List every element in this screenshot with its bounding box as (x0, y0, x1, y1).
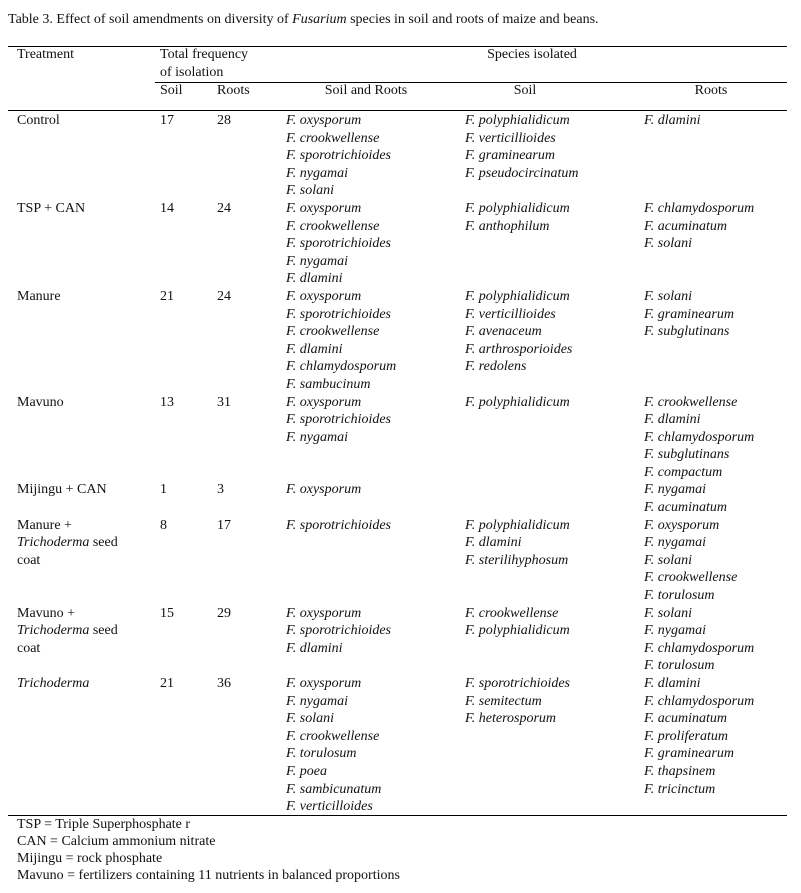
soil-and-roots-cell (286, 394, 465, 482)
species-soil-cell (465, 517, 644, 605)
soil-frequency: 21 (160, 676, 174, 691)
species-name: F. sporotrichioides (286, 306, 392, 322)
species-name: F. oxysporum (286, 113, 362, 128)
species-name: F. crookwellense (286, 130, 380, 146)
roots-frequency: 29 (217, 605, 231, 621)
treatment-cell (17, 394, 64, 412)
species-name: F. dlamini (286, 341, 343, 357)
treatment-line (17, 394, 64, 412)
soil-and-roots-cell (286, 517, 465, 605)
species-name: F. thapsinem (644, 763, 716, 779)
soil-frequency: 15 (160, 605, 174, 621)
header-of-isolation: of isolation (160, 65, 224, 80)
soil-and-roots-cell (286, 675, 465, 816)
species-name: F. crookwellense (286, 324, 380, 340)
treatment-line (17, 288, 61, 306)
species-name: F. nygamai (644, 482, 706, 498)
species-name: F. acuminatum (644, 711, 727, 727)
treatment-text: Trichoderma (17, 535, 90, 551)
species-name: F. compactum (644, 464, 723, 480)
species-name: F. dlamini (644, 412, 701, 428)
species-name: F. solani (644, 552, 692, 568)
species-soil-cell (465, 605, 644, 675)
caption-text-end: species in soil and roots of maize and beans. (346, 12, 599, 27)
species-name: F. sporotrichioides (286, 517, 392, 533)
table-row (0, 288, 801, 394)
treatment-line (17, 200, 85, 218)
soil-and-roots-cell (286, 481, 465, 516)
top-rule (8, 46, 787, 47)
soil-and-roots-cell (286, 200, 465, 288)
species-name: F. sporotrichioides (286, 412, 392, 428)
treatment-text: seed (89, 623, 118, 639)
footnote: Mijingu = rock phosphate (17, 851, 163, 866)
species-name: F. poea (286, 763, 327, 779)
species-name: F. solani (644, 236, 692, 252)
species-name: F. heterosporum (465, 711, 556, 727)
species-name: F. crookwellense (286, 218, 380, 234)
soil-frequency: 17 (160, 113, 174, 128)
treatment-line (17, 112, 60, 130)
species-name: F. semitectum (465, 693, 542, 709)
species-name: F. polyphialidicum (465, 394, 570, 410)
roots-frequency: 17 (217, 517, 231, 533)
subheader-roots: Roots (217, 83, 250, 98)
species-soil-cell (465, 675, 644, 816)
species-roots-cell (644, 200, 794, 288)
treatment-cell (17, 112, 60, 130)
roots-frequency: 24 (217, 200, 231, 216)
species-name: F. avenaceum (465, 324, 542, 340)
roots-frequency: 3 (217, 482, 224, 498)
table-row (0, 605, 801, 675)
table-row (0, 517, 801, 605)
species-name: F. dlamini (644, 113, 701, 128)
table-row (0, 112, 801, 200)
species-name: F. oxysporum (286, 288, 362, 304)
treatment-text: seed (89, 535, 118, 551)
species-name: F. acuminatum (644, 500, 727, 516)
treatment-text: Mavuno + (17, 605, 76, 621)
species-name: F. polyphialidicum (465, 113, 570, 128)
treatment-cell (17, 200, 85, 218)
species-name: F. solani (286, 711, 334, 727)
species-name: F. graminearum (644, 306, 734, 322)
species-name: F. graminearum (644, 746, 734, 762)
treatment-text: Trichoderma (17, 676, 90, 691)
species-name: F. oxysporum (286, 676, 362, 691)
species-name: F. subglutinans (644, 324, 730, 340)
header-species-isolated: Species isolated (487, 47, 577, 62)
caption-text: Table 3. Effect of soil amendments on diversity of (8, 12, 293, 27)
species-name: F. oxysporum (286, 605, 362, 621)
treatment-text: Control (17, 113, 60, 128)
treatment-line (17, 622, 118, 640)
treatment-text: TSP + CAN (17, 200, 86, 216)
subheader-soil-and-roots: Soil and Roots (324, 83, 408, 98)
table-body (0, 112, 801, 816)
species-name: F. sambucinum (286, 376, 371, 392)
table-row (0, 675, 801, 816)
species-name: F. oxysporum (286, 394, 362, 410)
header-rule (8, 110, 787, 111)
treatment-text: Manure + (17, 517, 72, 533)
treatment-line (17, 605, 118, 623)
treatment-text: coat (17, 552, 41, 568)
species-name: F. crookwellense (644, 394, 738, 410)
soil-and-roots-cell (286, 605, 465, 675)
soil-and-roots-cell (286, 112, 465, 200)
species-name: F. sporotrichioides (286, 148, 392, 164)
treatment-text: Mavuno (17, 394, 64, 410)
species-name: F. verticillioides (465, 130, 556, 146)
species-name: F. graminearum (465, 148, 555, 164)
species-name: F. sporotrichioides (286, 623, 392, 639)
species-name: F. crookwellense (644, 570, 738, 586)
species-name: F. dlamini (286, 640, 343, 656)
species-name: F. redolens (465, 359, 527, 375)
soil-and-roots-cell (286, 288, 465, 394)
species-name: F. polyphialidicum (465, 288, 570, 304)
species-name: F. acuminatum (644, 218, 727, 234)
roots-frequency: 31 (217, 394, 231, 410)
treatment-cell (17, 517, 118, 570)
species-name: F. dlamini (644, 676, 701, 691)
species-name: F. verticilloides (286, 799, 373, 815)
species-name: F. chlamydosporum (644, 200, 755, 216)
footnote: CAN = Calcium ammonium nitrate (17, 834, 216, 849)
treatment-cell (17, 675, 89, 693)
table-row (0, 481, 801, 516)
soil-frequency: 14 (160, 200, 174, 216)
treatment-line (17, 640, 118, 658)
species-name: F. chlamydosporum (644, 429, 755, 445)
soil-frequency: 8 (160, 517, 167, 533)
species-name: F. solani (644, 605, 692, 621)
species-name: F. polyphialidicum (465, 200, 570, 216)
species-name: F. nygamai (286, 693, 348, 709)
caption-genus: Fusarium (292, 12, 347, 27)
species-name: F. verticillioides (465, 306, 556, 322)
table-row (0, 394, 801, 482)
species-name: F. subglutinans (644, 447, 730, 463)
species-name: F. oxysporum (286, 482, 362, 498)
treatment-cell (17, 288, 61, 306)
soil-frequency: 1 (160, 482, 167, 498)
roots-frequency: 28 (217, 113, 231, 128)
species-name: F. anthophilum (465, 218, 550, 234)
species-soil-cell (465, 200, 644, 288)
species-name: F. crookwellense (286, 728, 380, 744)
treatment-line (17, 534, 118, 552)
treatment-text: coat (17, 640, 41, 656)
species-name: F. pseudocircinatum (465, 165, 579, 181)
species-name: F. proliferatum (644, 728, 729, 744)
treatment-text: Manure (17, 288, 61, 304)
species-name: F. dlamini (465, 535, 522, 551)
species-roots-cell (644, 675, 794, 816)
species-roots-cell (644, 481, 794, 516)
footnote: Mavuno = fertilizers containing 11 nutrients in balanced proportions (17, 868, 400, 883)
species-name: F. arthrosporioides (465, 341, 573, 357)
species-name: F. nygamai (286, 165, 348, 181)
species-name: F. sambicunatum (286, 781, 382, 797)
species-name: F. polyphialidicum (465, 517, 570, 533)
species-name: F. crookwellense (465, 605, 559, 621)
species-soil-cell (465, 481, 644, 516)
subheader-species-soil: Soil (513, 83, 537, 98)
species-roots-cell (644, 112, 794, 200)
species-roots-cell (644, 605, 794, 675)
species-name: F. nygamai (644, 535, 706, 551)
species-name: F. tricinctum (644, 781, 716, 797)
species-roots-cell (644, 288, 794, 394)
species-name: F. sterilihyphosum (465, 552, 569, 568)
table-row (0, 200, 801, 288)
treatment-line (17, 675, 89, 693)
subheader-species-roots: Roots (694, 83, 728, 98)
species-soil-cell (465, 288, 644, 394)
species-roots-cell (644, 517, 794, 605)
species-name: F. torulosum (644, 658, 715, 674)
species-name: F. sporotrichioides (286, 236, 392, 252)
species-name: F. polyphialidicum (465, 623, 570, 639)
species-name: F. chlamydosporum (644, 640, 755, 656)
soil-frequency: 21 (160, 288, 174, 304)
treatment-line (17, 517, 118, 535)
species-name: F. torulosum (286, 746, 357, 762)
treatment-line (17, 481, 107, 499)
species-name: F. oxysporum (644, 517, 720, 533)
soil-frequency: 13 (160, 394, 174, 410)
header-total-frequency: Total frequency (160, 47, 249, 62)
treatment-cell (17, 605, 118, 658)
roots-frequency: 24 (217, 288, 231, 304)
treatment-line (17, 552, 118, 570)
subheader-rule (155, 82, 787, 83)
subheader-soil: Soil (160, 83, 183, 98)
species-name: F. nygamai (286, 253, 348, 269)
treatment-text: Mijingu + CAN (17, 482, 107, 498)
species-soil-cell (465, 112, 644, 200)
species-name: F. nygamai (644, 623, 706, 639)
species-name: F. solani (644, 288, 692, 304)
treatment-cell (17, 481, 107, 499)
species-name: F. sporotrichioides (465, 676, 571, 691)
footnote: TSP = Triple Superphosphate r (17, 817, 191, 832)
species-name: F. oxysporum (286, 200, 362, 216)
species-name: F. torulosum (644, 588, 715, 604)
species-name: F. nygamai (286, 429, 348, 445)
species-name: F. chlamydosporum (286, 359, 397, 375)
species-name: F. solani (286, 183, 334, 199)
species-name: F. chlamydosporum (644, 693, 755, 709)
species-roots-cell (644, 394, 794, 482)
header-treatment: Treatment (17, 47, 75, 62)
species-name: F. dlamini (286, 271, 343, 287)
treatment-text: Trichoderma (17, 623, 90, 639)
species-soil-cell (465, 394, 644, 482)
roots-frequency: 36 (217, 676, 231, 691)
table-caption (8, 11, 599, 29)
